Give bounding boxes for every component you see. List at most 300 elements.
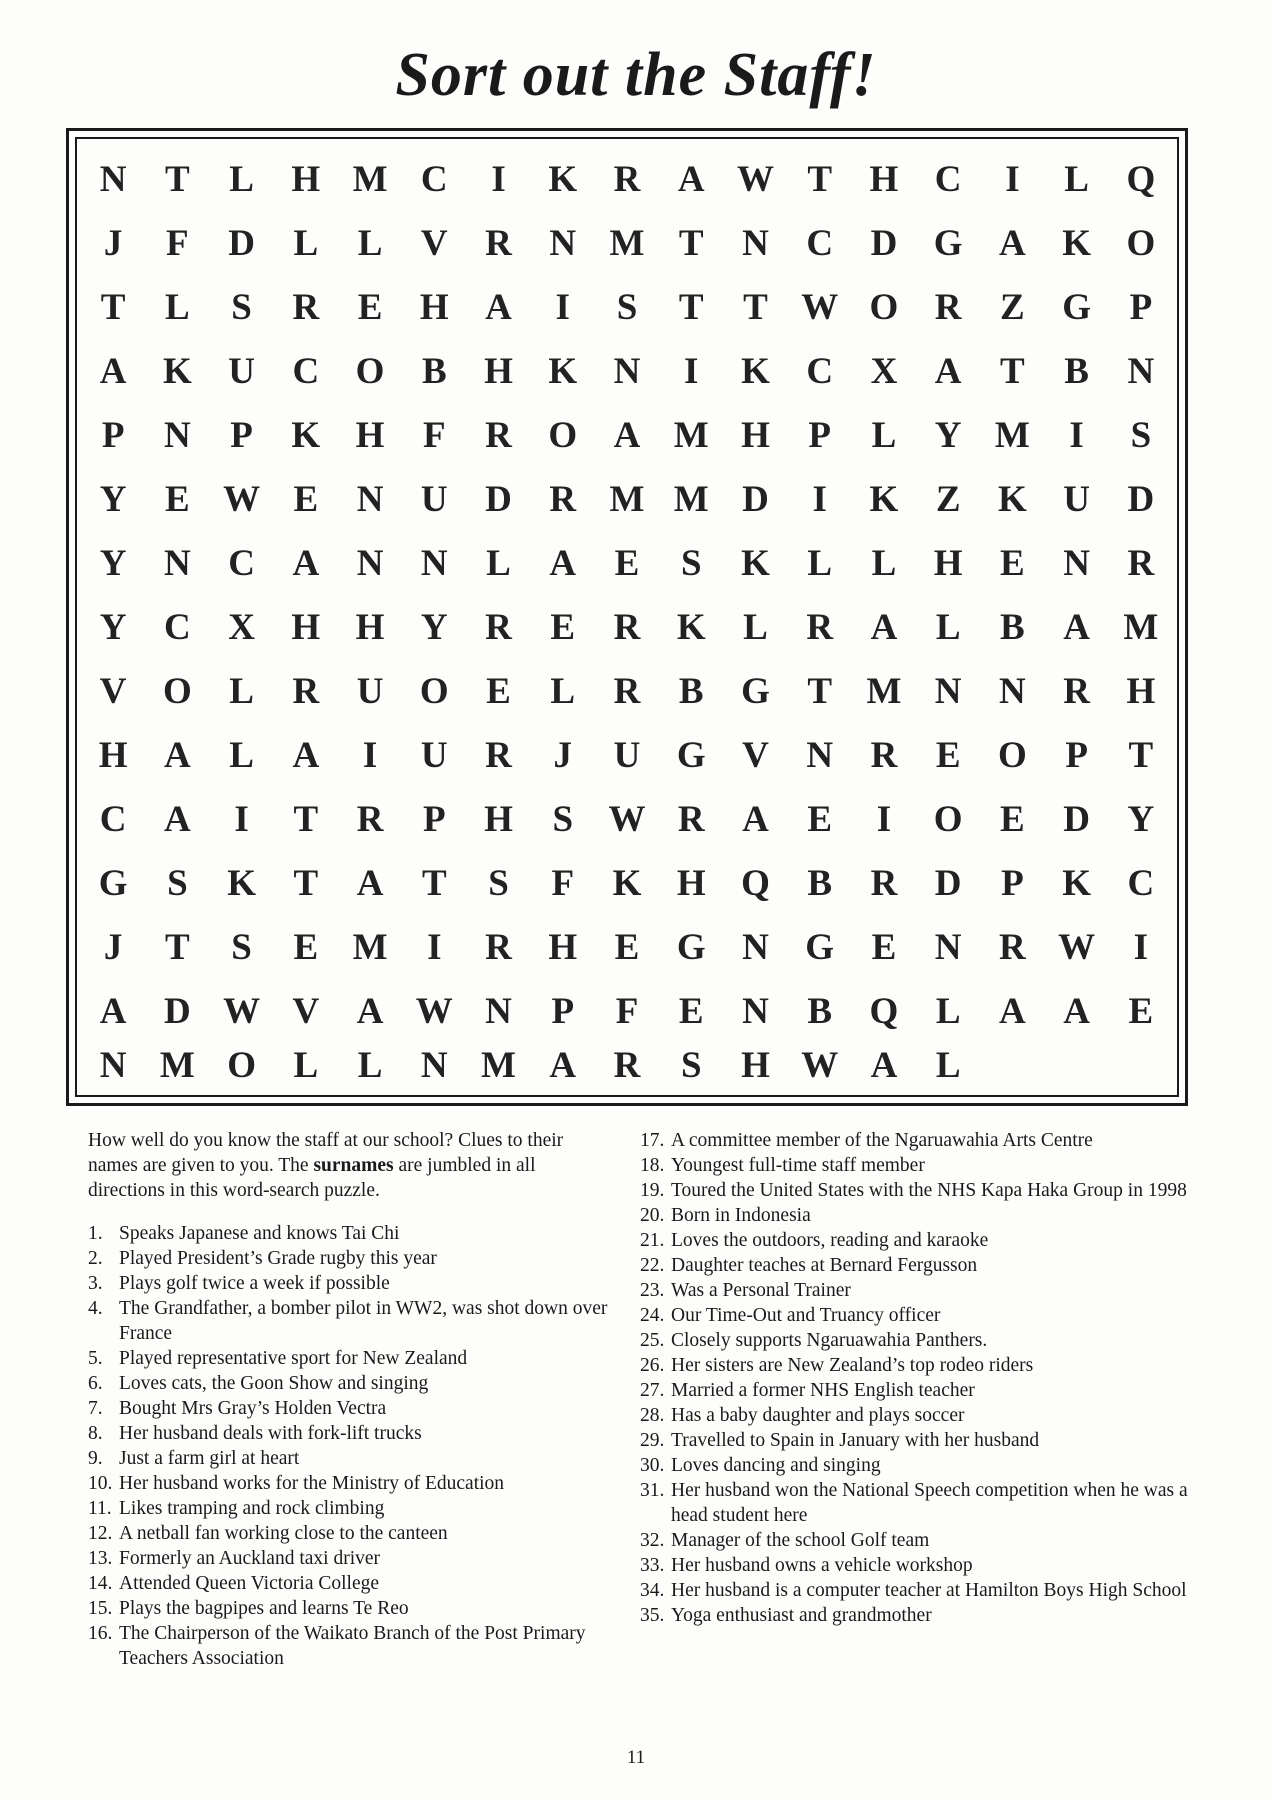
grid-letter: S xyxy=(680,542,702,584)
clue-number: 27. xyxy=(640,1380,665,1401)
clue-number: 28. xyxy=(640,1405,665,1426)
grid-letter: R xyxy=(613,607,641,649)
grid-letter: O xyxy=(227,1044,256,1086)
clue-number: 8. xyxy=(88,1423,103,1444)
clue-item xyxy=(640,1228,1200,1253)
grid-letter: A xyxy=(549,542,577,584)
grid-letter: Y xyxy=(1127,799,1155,841)
grid-letter: R xyxy=(549,478,577,520)
clue-number: 13. xyxy=(88,1548,113,1569)
grid-letter: T xyxy=(165,158,190,200)
grid-letter: B xyxy=(807,991,833,1033)
grid-letter: D xyxy=(1063,799,1090,841)
word-search-grid xyxy=(75,137,1179,1097)
grid-letter: H xyxy=(291,607,321,649)
grid-letter: F xyxy=(166,222,189,264)
grid-letter: L xyxy=(229,158,254,200)
clue-number: 17. xyxy=(640,1130,665,1151)
clue-text: The Chairperson of the Waikato Branch of the Post Primary Teachers Association xyxy=(119,1623,586,1669)
clue-number: 20. xyxy=(640,1205,665,1226)
grid-letter: I xyxy=(491,158,506,200)
grid-letter: K xyxy=(869,478,899,520)
clue-item xyxy=(88,1396,608,1421)
grid-letter: R xyxy=(485,414,512,456)
clue-number: 22. xyxy=(640,1255,665,1276)
word-search-frame xyxy=(66,128,1188,1106)
grid-letter: I xyxy=(362,735,378,777)
grid-letter: T xyxy=(807,671,833,713)
grid-letter: A xyxy=(934,350,962,392)
clue-text: Her husband works for the Ministry of Education xyxy=(119,1473,505,1494)
clue-text: Her sisters are New Zealand’s top rodeo riders xyxy=(671,1355,1034,1376)
clue-item xyxy=(640,1553,1200,1578)
clue-number: 11. xyxy=(88,1498,112,1519)
grid-letter: R xyxy=(292,286,320,328)
grid-letter: K xyxy=(162,350,192,392)
grid-letter: Q xyxy=(1126,158,1156,200)
clue-number: 7. xyxy=(88,1398,103,1419)
grid-letter: E xyxy=(807,799,833,841)
grid-letter: L xyxy=(165,286,190,328)
grid-letter: D xyxy=(934,863,962,905)
clue-text: Played representative sport for New Zealand xyxy=(119,1348,468,1369)
grid-letter: I xyxy=(234,799,249,841)
grid-letter: S xyxy=(616,286,638,328)
grid-letter: A xyxy=(356,863,384,905)
grid-letter: C xyxy=(420,158,448,200)
grid-letter: U xyxy=(356,671,384,713)
clue-text: Plays golf twice a week if possible xyxy=(119,1273,390,1294)
clue-item xyxy=(640,1528,1200,1553)
grid-letter: W xyxy=(223,478,261,520)
grid-letter: S xyxy=(231,927,252,969)
clue-number: 10. xyxy=(88,1473,113,1494)
grid-letter: R xyxy=(870,735,898,777)
clue-text: Daughter teaches at Bernard Fergusson xyxy=(671,1255,978,1276)
clue-item xyxy=(640,1478,1200,1528)
clue-item xyxy=(88,1446,608,1471)
grid-letter: L xyxy=(871,414,897,456)
grid-letter: C xyxy=(292,350,320,392)
grid-letter: P xyxy=(1001,863,1024,905)
grid-letter: E xyxy=(357,286,383,328)
grid-letter: H xyxy=(355,414,385,456)
clue-item xyxy=(640,1253,1200,1278)
grid-letter: R xyxy=(613,671,641,713)
clue-text: Born in Indonesia xyxy=(671,1205,811,1226)
grid-letter: T xyxy=(678,286,704,328)
clue-number: 29. xyxy=(640,1430,665,1451)
grid-letter: J xyxy=(103,222,123,264)
grid-letter: L xyxy=(229,671,254,713)
clue-number: 5. xyxy=(88,1348,103,1369)
grid-letter: K xyxy=(227,863,256,905)
grid-letter: N xyxy=(934,671,962,713)
grid-letter: Y xyxy=(934,414,962,456)
grid-letter: D xyxy=(742,478,769,520)
clue-number: 34. xyxy=(640,1580,665,1601)
grid-letter: A xyxy=(677,158,705,200)
grid-letter: D xyxy=(870,222,898,264)
clue-number: 3. xyxy=(88,1273,103,1294)
grid-letter: P xyxy=(101,414,125,456)
clue-text: A netball fan working close to the canteen xyxy=(119,1523,448,1544)
clue-item xyxy=(640,1428,1200,1453)
grid-letter: N xyxy=(1063,542,1090,584)
grid-letter: B xyxy=(678,671,704,713)
grid-letter: A xyxy=(870,1044,898,1086)
grid-letter: H xyxy=(484,799,513,841)
grid-letter: I xyxy=(555,286,570,328)
grid-letter: I xyxy=(1005,158,1020,200)
clue-item xyxy=(88,1371,608,1396)
grid-letter: C xyxy=(934,158,962,200)
clue-number: 21. xyxy=(640,1230,665,1251)
grid-letter: P xyxy=(1065,735,1088,777)
grid-letter: I xyxy=(876,799,892,841)
clue-item xyxy=(88,1521,608,1546)
clue-text: A committee member of the Ngaruawahia Arts Centre xyxy=(671,1130,1093,1151)
clue-text: Manager of the school Golf team xyxy=(671,1530,930,1551)
grid-letter: A xyxy=(870,607,898,649)
grid-letter: W xyxy=(801,1044,839,1086)
grid-letter: R xyxy=(485,927,512,969)
clue-text: Toured the United States with the NHS Kapa Haka Group in 1998 xyxy=(671,1180,1187,1201)
grid-letter: R xyxy=(292,671,320,713)
grid-letter: I xyxy=(1069,414,1084,456)
grid-letter: A xyxy=(292,542,320,584)
clue-text: Loves the outdoors, reading and karaoke xyxy=(671,1230,989,1251)
grid-letter: M xyxy=(352,158,388,200)
grid-letter: R xyxy=(870,863,898,905)
grid-letter: H xyxy=(291,158,321,200)
clue-text: Has a baby daughter and plays soccer xyxy=(671,1405,965,1426)
clue-item xyxy=(88,1621,608,1671)
clue-item xyxy=(88,1271,608,1296)
grid-letter: N xyxy=(999,671,1026,713)
grid-letter: E xyxy=(165,478,190,520)
grid-letter: V xyxy=(292,991,320,1033)
grid-letter: A xyxy=(99,991,127,1033)
grid-letter: L xyxy=(935,991,961,1033)
clue-item xyxy=(88,1346,608,1371)
grid-letter: R xyxy=(999,927,1026,969)
grid-letter: R xyxy=(356,799,384,841)
grid-letter: E xyxy=(935,735,961,777)
grid-letter: G xyxy=(676,735,706,777)
grid-letter: K xyxy=(291,414,321,456)
grid-letter: P xyxy=(1129,286,1153,328)
grid-letter: G xyxy=(98,863,128,905)
clue-text: Just a farm girl at heart xyxy=(119,1448,300,1469)
grid-letter: I xyxy=(427,927,442,969)
clue-text: Her husband deals with fork-lift trucks xyxy=(119,1423,422,1444)
intro-text-after: are jumbled in all directions in this word-search puzzle. xyxy=(88,1155,536,1201)
clue-item xyxy=(640,1128,1200,1153)
grid-letter: J xyxy=(103,927,123,969)
grid-letter: L xyxy=(486,542,511,584)
grid-letter: E xyxy=(550,607,576,649)
grid-letter: R xyxy=(806,607,834,649)
grid-letter: C xyxy=(806,222,834,264)
clue-text: Travelled to Spain in January with her husband xyxy=(671,1430,1040,1451)
clue-number: 12. xyxy=(88,1523,113,1544)
grid-letter: O xyxy=(1126,222,1156,264)
grid-letter: A xyxy=(742,799,769,841)
grid-letter: H xyxy=(98,735,128,777)
clue-number: 35. xyxy=(640,1605,665,1626)
grid-letter: F xyxy=(551,863,575,905)
grid-letter: E xyxy=(614,542,640,584)
grid-letter: H xyxy=(869,158,899,200)
clue-number: 4. xyxy=(88,1298,103,1319)
grid-letter: N xyxy=(934,927,962,969)
grid-letter: N xyxy=(356,478,384,520)
grid-letter: K xyxy=(1062,863,1092,905)
grid-letter: G xyxy=(741,671,770,713)
grid-letter: N xyxy=(99,1044,127,1086)
grid-letter: I xyxy=(812,478,827,520)
grid-letter: E xyxy=(1128,991,1154,1033)
clue-text: Her husband won the National Speech competition when he was a head student here xyxy=(671,1480,1188,1526)
clue-text: Youngest full-time staff member xyxy=(671,1155,925,1176)
grid-letter: A xyxy=(1063,607,1090,649)
clue-text: Yoga enthusiast and grandmother xyxy=(671,1605,932,1626)
clue-text: Our Time-Out and Truancy officer xyxy=(671,1305,941,1326)
clue-number: 23. xyxy=(640,1280,665,1301)
grid-letter: B xyxy=(807,863,833,905)
grid-letter: M xyxy=(609,478,645,520)
grid-letter: S xyxy=(167,863,188,905)
grid-letter: L xyxy=(357,222,383,264)
grid-letter: M xyxy=(1123,607,1159,649)
grid-letter: S xyxy=(488,863,509,905)
grid-letter: A xyxy=(999,991,1026,1033)
grid-letter: O xyxy=(933,799,963,841)
grid-letter: T xyxy=(165,927,190,969)
grid-letter: L xyxy=(293,222,319,264)
clue-number: 19. xyxy=(640,1180,665,1201)
grid-letter: W xyxy=(1058,927,1096,969)
clue-text: Loves cats, the Goon Show and singing xyxy=(119,1373,429,1394)
grid-letter: A xyxy=(1063,991,1090,1033)
grid-letter: W xyxy=(223,991,261,1033)
grid-letter: A xyxy=(356,991,384,1033)
grid-letter: W xyxy=(736,158,774,200)
clue-number: 31. xyxy=(640,1480,665,1501)
clue-item xyxy=(88,1571,608,1596)
grid-letter: L xyxy=(871,542,897,584)
grid-letter: G xyxy=(1062,286,1092,328)
grid-letter: L xyxy=(357,1044,383,1086)
grid-letter: F xyxy=(422,414,446,456)
grid-letter: R xyxy=(613,158,641,200)
page-number: 11 xyxy=(626,1747,646,1768)
grid-letter: L xyxy=(229,735,254,777)
grid-letter: O xyxy=(162,671,192,713)
grid-letter: W xyxy=(608,799,646,841)
grid-letter: K xyxy=(548,158,578,200)
grid-letter: N xyxy=(485,991,512,1033)
clue-number: 32. xyxy=(640,1530,665,1551)
grid-letter: K xyxy=(741,542,770,584)
grid-letter: M xyxy=(673,478,709,520)
clue-item xyxy=(640,1578,1200,1603)
grid-letter: M xyxy=(609,222,645,264)
clue-number: 30. xyxy=(640,1455,665,1476)
clue-item xyxy=(640,1453,1200,1478)
grid-letter: A xyxy=(549,1044,577,1086)
grid-letter: S xyxy=(680,1044,702,1086)
grid-letter: M xyxy=(994,414,1030,456)
grid-letter: T xyxy=(100,286,126,328)
grid-letter: R xyxy=(934,286,962,328)
clue-list-left xyxy=(88,1221,608,1671)
clue-text: Speaks Japanese and knows Tai Chi xyxy=(119,1223,400,1244)
grid-letter: K xyxy=(548,350,578,392)
clue-item xyxy=(640,1153,1200,1178)
grid-letter: R xyxy=(485,735,512,777)
grid-letter: E xyxy=(871,927,897,969)
grid-letter: I xyxy=(1133,927,1149,969)
grid-letter: Y xyxy=(99,478,127,520)
intro-text-bold: surnames xyxy=(313,1155,394,1176)
grid-letter: Q xyxy=(869,991,899,1033)
grid-letter: B xyxy=(421,350,447,392)
grid-letter: R xyxy=(485,222,512,264)
clue-item xyxy=(640,1178,1200,1203)
grid-letter: N xyxy=(99,158,127,200)
grid-letter: T xyxy=(421,863,447,905)
clue-item xyxy=(640,1303,1200,1328)
grid-letter: K xyxy=(612,863,642,905)
grid-letter: O xyxy=(869,286,899,328)
grid-letter: C xyxy=(806,350,834,392)
grid-letter: M xyxy=(159,1044,195,1086)
clue-text: Loves dancing and singing xyxy=(671,1455,881,1476)
grid-letter: H xyxy=(741,414,770,456)
clue-item xyxy=(640,1328,1200,1353)
grid-letter: N xyxy=(613,350,641,392)
grid-letter: D xyxy=(1127,478,1155,520)
clue-item xyxy=(88,1296,608,1346)
intro-text-before: How well do you know the staff at our school? Clues to their names are given to you. The xyxy=(88,1130,564,1176)
clue-number: 9. xyxy=(88,1448,103,1469)
grid-letter: W xyxy=(415,991,453,1033)
grid-letter: T xyxy=(293,799,319,841)
clue-item xyxy=(640,1603,1200,1628)
grid-letter: O xyxy=(998,735,1027,777)
clue-item xyxy=(640,1378,1200,1403)
grid-letter: T xyxy=(678,222,704,264)
clue-text: Her husband is a computer teacher at Hamilton Boys High School xyxy=(671,1580,1187,1601)
grid-letter: V xyxy=(742,735,769,777)
grid-letter: E xyxy=(614,927,640,969)
grid-letter: E xyxy=(293,478,319,520)
grid-letter: O xyxy=(419,671,449,713)
clue-number: 14. xyxy=(88,1573,113,1594)
grid-letter: Y xyxy=(420,607,448,649)
grid-letter: G xyxy=(805,927,835,969)
grid-letter: J xyxy=(553,735,572,777)
grid-letter: X xyxy=(870,350,898,392)
grid-letter: A xyxy=(163,799,191,841)
grid-letter: N xyxy=(163,542,191,584)
grid-letter: T xyxy=(1128,735,1154,777)
grid-letter: E xyxy=(678,991,704,1033)
grid-letter: C xyxy=(163,607,191,649)
grid-letter: H xyxy=(548,927,578,969)
grid-letter: L xyxy=(1064,158,1089,200)
grid-letter: K xyxy=(998,478,1027,520)
grid-letter: N xyxy=(742,991,769,1033)
grid-letter: U xyxy=(228,350,255,392)
grid-letter: I xyxy=(684,350,699,392)
clue-item xyxy=(640,1278,1200,1303)
clue-number: 25. xyxy=(640,1330,665,1351)
grid-letter: N xyxy=(742,927,769,969)
grid-letter: U xyxy=(420,735,448,777)
grid-letter: M xyxy=(352,927,388,969)
grid-letter: H xyxy=(741,1044,770,1086)
grid-letter: R xyxy=(485,607,512,649)
grid-letter: Z xyxy=(935,478,961,520)
clue-item xyxy=(88,1546,608,1571)
clue-text: Closely supports Ngaruawahia Panthers. xyxy=(671,1330,988,1351)
clue-item xyxy=(88,1221,608,1246)
clue-text: Plays the bagpipes and learns Te Reo xyxy=(119,1598,409,1619)
grid-letter: U xyxy=(613,735,641,777)
grid-letter: N xyxy=(806,735,834,777)
grid-letter: N xyxy=(420,1044,448,1086)
grid-letter: Y xyxy=(99,542,127,584)
grid-letter: A xyxy=(292,735,320,777)
grid-letter: L xyxy=(935,1044,961,1086)
clue-number: 24. xyxy=(640,1305,665,1326)
grid-letter: Y xyxy=(99,607,127,649)
grid-letter: L xyxy=(743,607,768,649)
grid-letter: V xyxy=(99,671,127,713)
clue-number: 1. xyxy=(88,1223,103,1244)
grid-letter: N xyxy=(742,222,769,264)
grid-letter: N xyxy=(420,542,448,584)
clue-number: 18. xyxy=(640,1155,665,1176)
grid-letter: C xyxy=(99,799,127,841)
page-title: Sort out the Staff! xyxy=(395,41,877,109)
grid-letter: Q xyxy=(741,863,770,905)
grid-letter: H xyxy=(933,542,963,584)
grid-letter: B xyxy=(1000,607,1025,649)
clue-text: The Grandfather, a bomber pilot in WW2, was shot down over France xyxy=(119,1298,608,1344)
grid-letter: F xyxy=(615,991,639,1033)
grid-letter: D xyxy=(228,222,255,264)
left-column xyxy=(88,1128,608,1671)
grid-letter: A xyxy=(163,735,191,777)
clue-number: 2. xyxy=(88,1248,103,1269)
grid-letter: Z xyxy=(1000,286,1025,328)
grid-letter: D xyxy=(485,478,512,520)
grid-letter: A xyxy=(999,222,1026,264)
clue-item xyxy=(88,1596,608,1621)
grid-letter: M xyxy=(673,414,709,456)
grid-letter: L xyxy=(807,542,833,584)
clue-text: Likes tramping and rock climbing xyxy=(119,1498,385,1519)
grid-letter: A xyxy=(99,350,127,392)
clue-item xyxy=(88,1246,608,1271)
grid-letter: U xyxy=(1063,478,1090,520)
grid-letter: E xyxy=(1000,542,1025,584)
clue-text: Formerly an Auckland taxi driver xyxy=(119,1548,381,1569)
